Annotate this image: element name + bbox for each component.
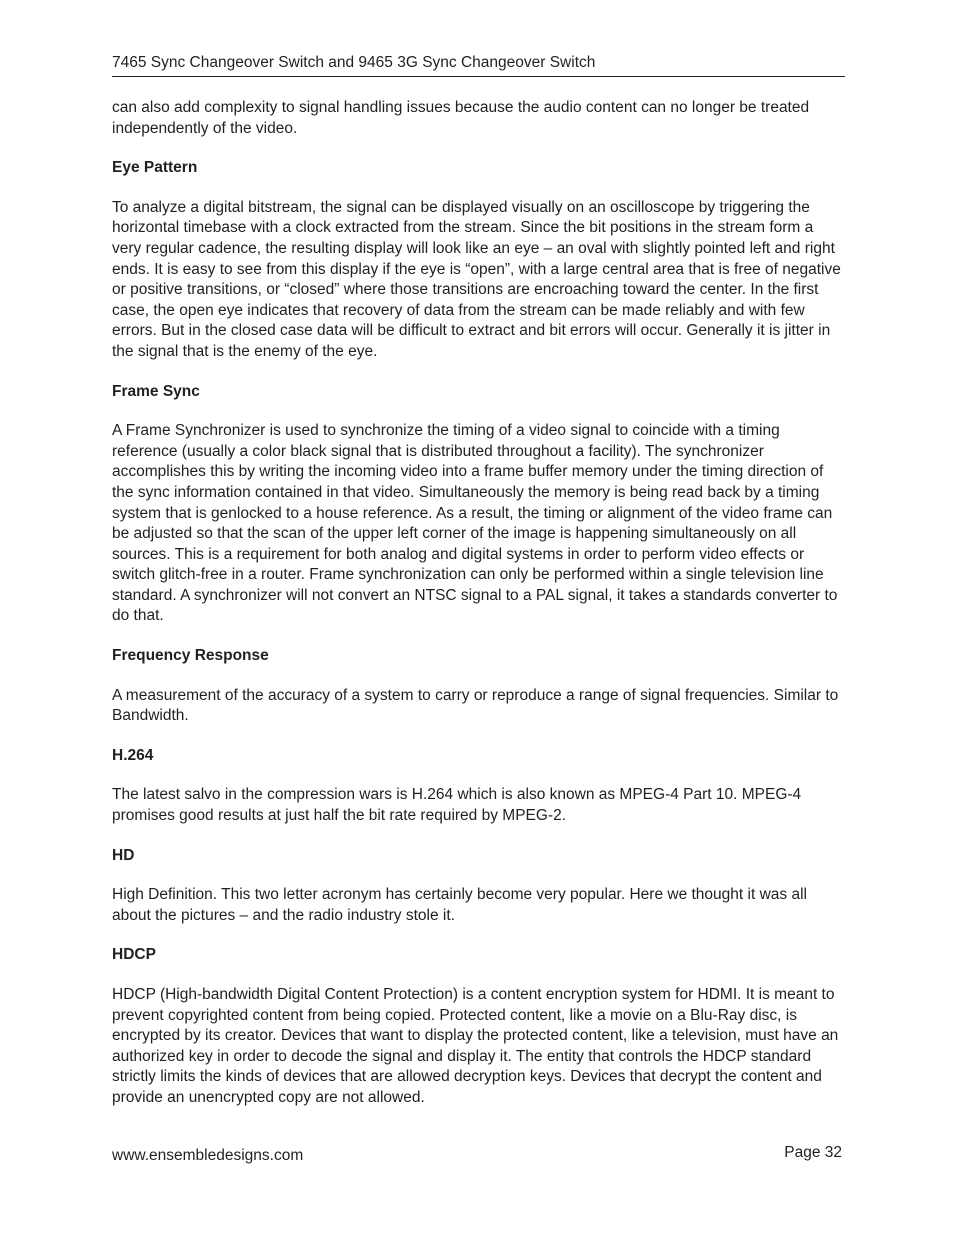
section-heading-hd: HD [112,846,135,864]
section-heading-h264: H.264 [112,746,154,764]
page-content [112,98,845,1128]
section-body-h264: The latest salvo in the compression wars is H.264 which is also known as MPEG-4 Part 10. MPEG-4 promises good results at just half the bit rate required by MPEG-2. [112,786,802,825]
page-number: Page 32 [784,1144,842,1161]
section-body-frame-sync: A Frame Synchronizer is used to synchronize the timing of a video signal to coincide with a timing reference (usually a color black signal that is distributed throughout a facility). The synchronizer accomplishes this by writing the incoming video into a frame buffer memory under the timing direction of the sync information contained in that video. Simultaneously the memory is being read back by a timing system that is genlocked to a house reference. As a result, the timing or alignment of the video frame can be adjusted so that the scan of the upper left corner of the image is happening simultaneously on all sources. This is a requirement for both analog and digital systems in order to perform video effects or switch glitch-free in a router. Frame synchronization can only be performed within a single television line standard. A synchronizer will not convert an NTSC signal to a PAL signal, it takes a standards converter to do that. [112,422,838,625]
running-header: 7465 Sync Changeover Switch and 9465 3G Sync Changeover Switch [112,53,845,77]
section-heading-frame-sync: Frame Sync [112,382,200,400]
section-body-hd: High Definition. This two letter acronym has certainly become very popular. Here we thought it was all about the pictures – and the radio industry stole it. [112,886,807,924]
section-heading-hdcp: HDCP [112,946,156,964]
section-body-frequency-response: A measurement of the accuracy of a system to carry or reproduce a range of signal frequencies. Similar to Bandwidth. [112,686,839,725]
section-heading-eye-pattern: Eye Pattern [112,159,198,177]
intro-continuation-paragraph: can also add complexity to signal handling issues because the audio content can no longer be treated independently of the video. [112,99,810,137]
section-body-hdcp: HDCP (High-bandwidth Digital Content Protection) is a content encryption system for HDMI. It is meant to prevent copyrighted content from being copied. Protected content, like a movie on a Blu-Ray disc, is encrypted by its creator. Devices that want to display the protected content, like a television, must have an authorized key in order to decode the signal and display it. The entity that controls the HDCP standard strictly limits the kinds of devices that are allowed decryption keys. Devices that decrypt the content and provide an unencrypted copy are not allowed. [112,986,839,1106]
section-heading-frequency-response: Frequency Response [112,647,269,665]
footer-website-link[interactable]: www.ensembledesigns.com [112,1147,304,1164]
section-body-eye-pattern: To analyze a digital bitstream, the signal can be displayed visually on an oscilloscope by triggering the horizontal timebase with a clock extracted from the stream. Since the bit positions in the stream form a very regular cadence, the resulting display will look like an eye – an oval with slightly pointed left and right ends. It is easy to see from this display if the eye is “open”, with a large central area that is free of negative or positive transitions, or “closed” where those transitions are encroaching toward the center. In the first case, the open eye indicates that recovery of data from the stream can be made reliably and with few errors. But in the closed case data will be difficult to extract and bit errors will occur. Generally it is jitter in the signal that is the enemy of the eye. [112,198,841,360]
